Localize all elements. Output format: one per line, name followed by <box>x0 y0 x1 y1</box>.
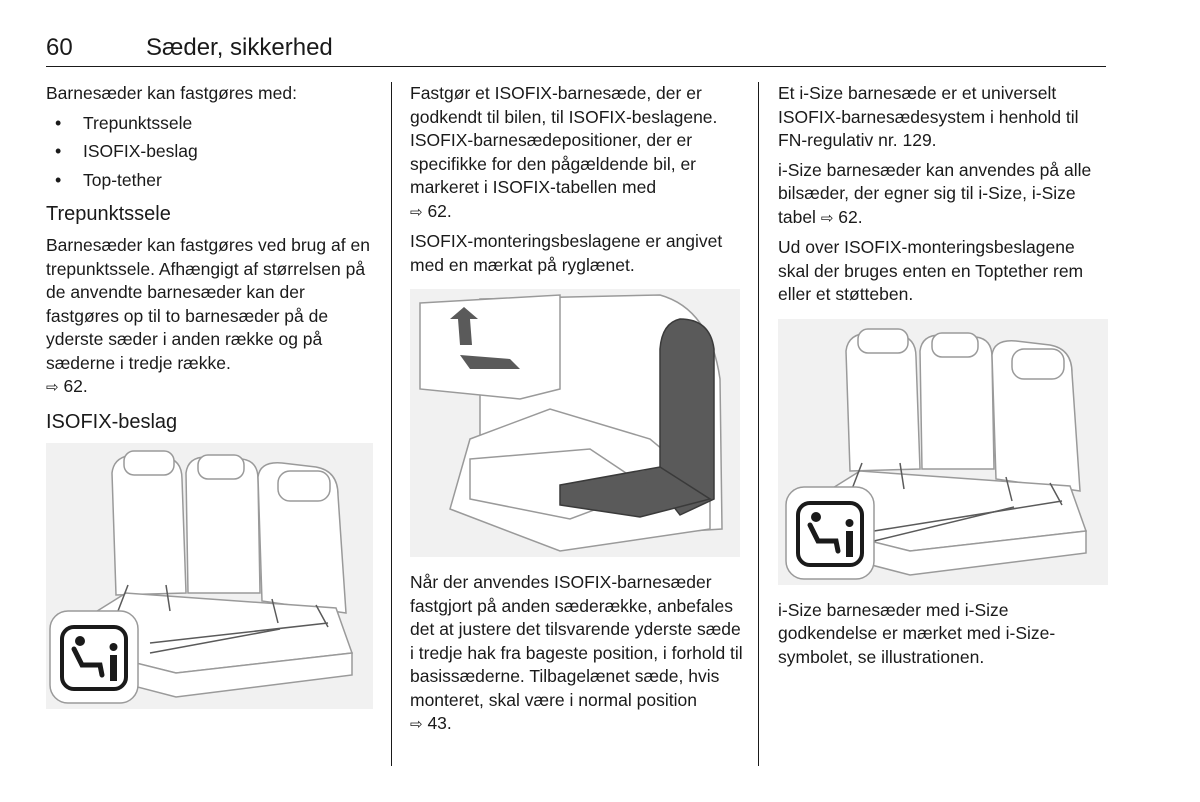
page-title: Sæder, sikkerhed <box>146 34 333 61</box>
list-item: • Trepunktssele <box>46 112 371 136</box>
column-divider <box>391 82 392 766</box>
paragraph: i-Size barnesæder kan anvendes på alle bilsæder, der egner sig til i-Size, i-Size tabel ⇨ 62. <box>778 159 1092 227</box>
paragraph: Barnesæder kan fastgøres ved brug af en trepunktssele. Afhængigt af størrelsen på de anvendte barnesæder kan der fastgøres op til to barnesæder på de yderste sæder i anden række og på sæderne i tredje række. ⇨ 62. <box>46 235 370 396</box>
isofix-seat-illustration <box>46 443 373 709</box>
paragraph: ISOFIX-monteringsbeslagene er angivet med en mærkat på ryglænet. <box>410 231 723 275</box>
paragraph: Ud over ISOFIX-monteringsbeslagene skal der bruges enten en Toptether rem eller et støtteben. <box>778 237 1084 304</box>
page-number: 60 <box>46 34 73 61</box>
isize-child-seat-icon <box>786 487 874 579</box>
paragraph: Fastgør et ISOFIX-barnesæde, der er godkendt til bilen, til ISOFIX-beslagene. ISOFIX-barnesædepositioner, der er specifikke for den pågældende bil, er markeret i ISOFIX-tabellen med ⇨ 62. <box>410 83 718 221</box>
page-header <box>46 34 1106 67</box>
section-heading-isofix: ISOFIX-beslag <box>46 410 178 433</box>
fastening-list <box>46 112 371 193</box>
reference-arrow-icon: ⇨ <box>46 379 59 396</box>
paragraph: Når der anvendes ISOFIX-barnesæder fastgjort på anden sæderække, anbefales det at justere det tilsvarende yderste sæde i tredje hak fra bageste position, i forhold til basissæderne. Tilbagelænet sæde, hvis monteret, skal være i normal position ⇨ 43. <box>410 572 743 733</box>
column-1 <box>46 82 371 717</box>
reference-arrow-icon: ⇨ <box>410 716 423 733</box>
page-reference[interactable]: 62. <box>838 206 863 227</box>
column-divider <box>758 82 759 766</box>
list-item: • Top-tether <box>46 169 371 193</box>
page-reference[interactable]: 62. <box>63 376 88 396</box>
isofix-child-seat-icon <box>50 611 138 703</box>
reference-arrow-icon: ⇨ <box>820 209 834 227</box>
intro-text: Barnesæder kan fastgøres med: <box>46 83 297 103</box>
isofix-label-illustration <box>410 289 740 557</box>
page-reference[interactable]: 62. <box>427 200 452 221</box>
list-item: • ISOFIX-beslag <box>46 140 371 164</box>
column-2 <box>410 82 745 743</box>
column-3 <box>778 82 1108 675</box>
paragraph: i-Size barnesæder med i-Size godkendelse er mærket med i-Size-symbolet, se illustrationen. <box>778 599 1056 667</box>
section-heading-trepunktssele: Trepunktssele <box>46 203 171 225</box>
page-reference[interactable]: 43. <box>427 713 452 733</box>
reference-arrow-icon: ⇨ <box>410 203 423 221</box>
paragraph: Et i-Size barnesæde er et universelt ISOFIX-barnesædesystem i henhold til FN-regulativ nr. 129. <box>778 83 1079 150</box>
isize-seat-illustration <box>778 319 1108 585</box>
